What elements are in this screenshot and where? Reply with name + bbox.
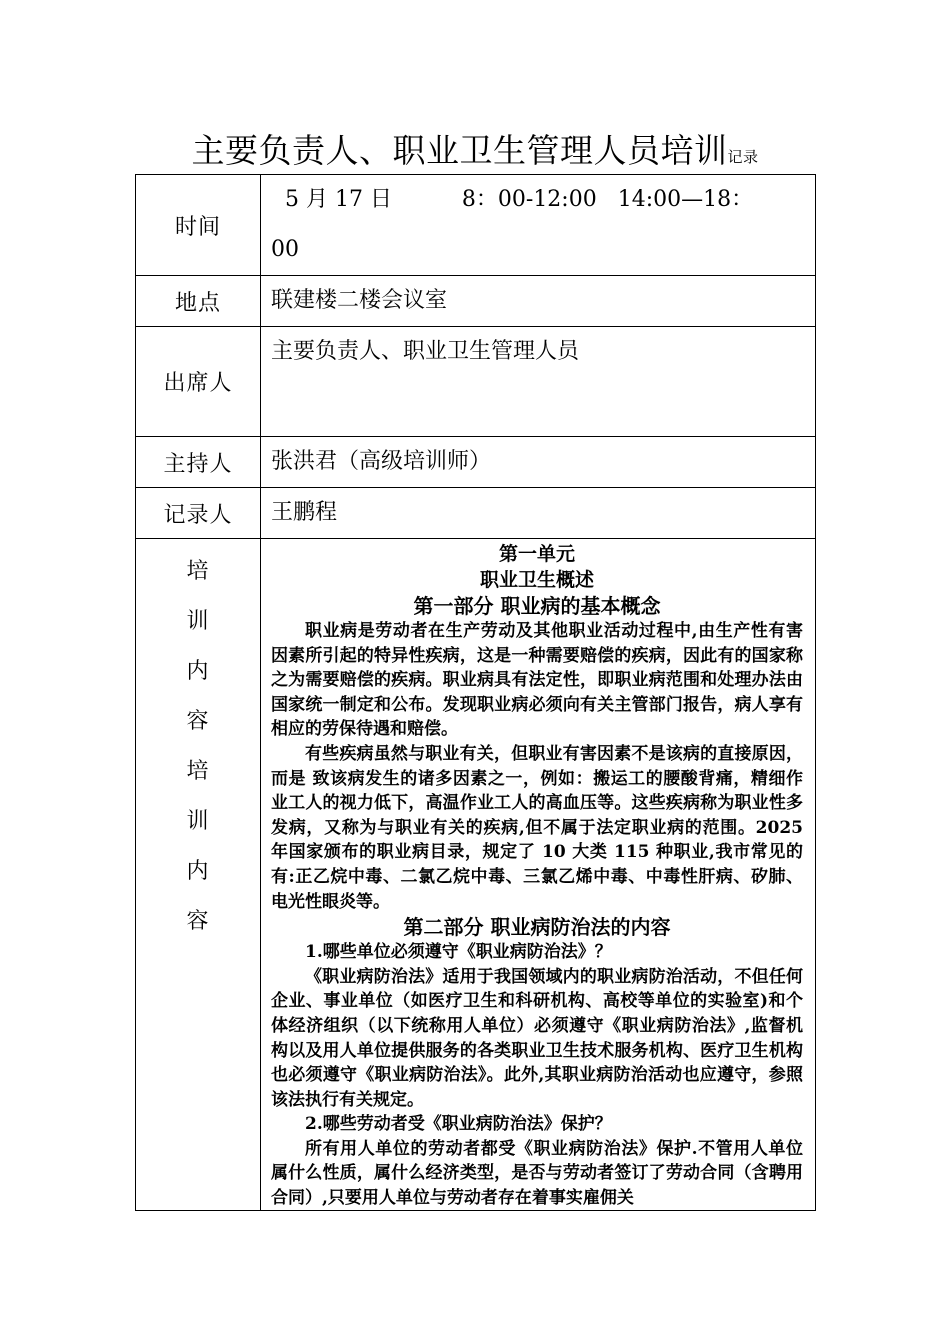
recorder-label: 记录人 (136, 488, 261, 539)
attendees-label: 出席人 (136, 327, 261, 437)
paragraph: 所有用人单位的劳动者都受《职业病防治法》保护.不管用人单位属什么性质，属什么经济类型，是否与劳动者签订了劳动合同（含聘用合同）,只要用人单位与劳动者存在着事实雇佣关 (271, 1138, 803, 1209)
unit-heading: 第一单元 (498, 543, 575, 565)
place-label: 地点 (136, 276, 261, 327)
record-table (135, 174, 816, 1211)
content-label (136, 539, 261, 1211)
content-label-char: 内 (186, 659, 210, 684)
content-label-char: 训 (186, 809, 210, 834)
question-heading: 1.哪些单位必须遵守《职业病防治法》？ (305, 942, 612, 963)
training-content (261, 539, 815, 1209)
content-label-char: 容 (186, 909, 210, 934)
part1-heading: 第一部分 职业病的基本概念 (413, 594, 661, 618)
content-label-char: 训 (186, 609, 210, 634)
content-label-char: 培 (186, 759, 210, 784)
paragraph: 有些疾病虽然与职业有关，但职业有害因素不是该病的直接原因，而是 致该病发生的诸多因素之一，例如：搬运工的腰酸背痛，精细作业工人的视力低下，高温作业工人的高血压等。这些疾病称为职业性多发病，又称为与职业有关的疾病,但不属于法定职业病的范围。2025 年国家颁布的职业病目录，规定了 10 大类 115 种职业,我市常见的有:正乙烷中毒、二氯乙烷中毒、三氯乙烯中毒、中毒性肝病、矽肺、电光性眼炎等。 (271, 743, 803, 912)
time-value (261, 175, 816, 276)
row-recorder (136, 488, 816, 539)
paragraph: 《职业病防治法》适用于我国领域内的职业病防治活动，不但任何企业、事业单位（如医疗卫生和科研机构、高校等单位的实验室)和个体经济组织（以下统称用人单位）必须遵守《职业病防治法》,监督机构以及用人单位提供服务的各类职业卫生技术服务机构、医疗卫生机构也必须遵守《职业病防治法》。此外,其职业病防治活动也应遵守，参照该法执行有关规定。 (271, 966, 803, 1110)
time-value-line2: 00 (271, 237, 299, 262)
part2-heading: 第二部分 职业病防治法的内容 (403, 915, 671, 940)
document-title (0, 128, 950, 180)
attendees-value: 主要负责人、职业卫生管理人员 (261, 327, 816, 437)
row-host (136, 437, 816, 488)
question-heading: 2.哪些劳动者受《职业病防治法》保护？ (305, 1114, 612, 1135)
time-value-line1: 5 月 17 日 8：00-12:00 14:00—18： (271, 187, 754, 212)
title-suffix: 记录 (727, 148, 759, 166)
row-training-content (136, 539, 816, 1211)
host-value: 张洪君（高级培训师） (261, 437, 816, 488)
content-label-char: 培 (186, 559, 210, 584)
paragraph: 职业病是劳动者在生产劳动及其他职业活动过程中,由生产性有害因素所引起的特异性疾病，这是一种需要赔偿的疾病，因此有的国家称之为需要赔偿的疾病。职业病具有法定性，即职业病范围和处理办法由国家统一制定和公布。发现职业病必须向有关主管部门报告，病人享有相应的劳保待遇和赔偿。 (271, 621, 803, 740)
title-main: 主要负责人、职业卫生管理人员培训 (191, 131, 728, 170)
row-time (136, 175, 816, 276)
place-value: 联建楼二楼会议室 (261, 276, 816, 327)
recorder-value: 王鹏程 (261, 488, 816, 539)
content-label-char: 内 (186, 859, 210, 884)
row-attendees (136, 327, 816, 437)
content-label-char: 容 (186, 709, 210, 734)
content-cell (261, 539, 816, 1211)
unit-title: 职业卫生概述 (479, 569, 594, 591)
row-place (136, 276, 816, 327)
time-label: 时间 (136, 175, 261, 276)
host-label: 主持人 (136, 437, 261, 488)
